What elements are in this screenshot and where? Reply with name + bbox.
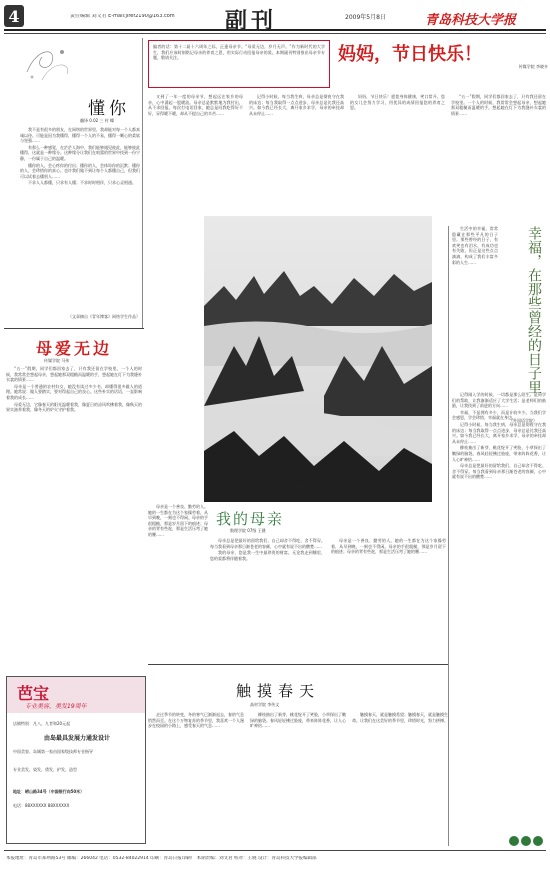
ad-title: 芭宝 — [17, 684, 50, 703]
footer-rule — [4, 850, 546, 851]
article-paragraph: 幸福，不是拥有多少，而是计较多少。当我们学会感恩，学会珍惜，幸福就在身边。 — [452, 409, 546, 421]
xingfu-byline: （外国语学院） — [509, 418, 537, 423]
article-body-left — [148, 504, 208, 644]
footer-info: 本报地址：青岛市郑州路53号 邮编：266042 电话：0532-84022914 印刷：青岛日报印刷厂 本期责编：刘文君 校对：王晓 设计：青岛科技大学报编辑部 — [6, 856, 317, 861]
chu-mo-chun-tian-body — [148, 712, 448, 844]
ad-line: 专业美发、染发、烫发、护发、造型 — [13, 767, 77, 772]
article-title: 母爱无边 — [36, 339, 113, 358]
article-wode-muqin-body — [210, 538, 446, 658]
chu-mo-chun-tian-title: 触摸春天 — [236, 682, 321, 700]
xingfu-title: 幸福，在那些曾经的日子里 — [526, 226, 542, 394]
section-rule — [4, 328, 144, 329]
article-paragraph: 又到了一年一度的母亲节，想起远在家乡的母亲，心中涌起一股暖流。母亲总是默默地为我付出，从不求回报。每次打电话回家，她总是问我吃得好不好，穿得暖不暖，却从不提自己的辛苦…… — [148, 94, 243, 116]
article-paragraph: 记得小时候，每当我生病，母亲总是彻夜守在我的床边；每当我取得一点点进步，母亲总是比我还高兴。如今我已经长大，离开家乡求学，母亲的牵挂却从未停止…… — [452, 421, 546, 444]
ad-line: 店铺特别：凡八、九者和20元起 — [13, 721, 71, 726]
article-dong-ni — [20, 42, 140, 325]
article-paragraph: 母亲是一个善良、勤劳的人。她的一生都在为这个家操劳着，从早到晚，一刻也不得闲。母亲的手很粗糙，那是岁月留下的痕迹；母亲的背有些驼，那是生活压弯了她的腰…… — [331, 538, 446, 555]
article-paragraph: 懂你的人，会心疼你的付出；懂你的人，会体谅你的沉默；懂你的人，会珍惜你的真心。也许我们做不到让每个人都懂自己，但我们可以试着去懂别人…… — [20, 162, 140, 179]
article-title: 懂你 — [88, 99, 130, 119]
chu-mo-chun-tian-byline: 高材学院 李传文 — [250, 702, 280, 707]
article-source-note: （文章摘自《青年博客》网络学生作品） — [68, 314, 140, 319]
decorative-swirl-icon — [22, 42, 82, 82]
article-paragraph: 柳枝抽出了新芽，桃花绽开了笑脸，小草探出了嫩绿的脑袋。春风轻轻拂过脸庞，带来阵阵花香，让人心旷神怡…… — [452, 445, 546, 462]
article-paragraph: “五一”假期，同学们都回家去了，只有我还留在学校里。一个人的时候，我常常会想起母亲，想起她那双粗糙而温暖的手，想起她在灯下为我缝补衣裳的情景…… — [451, 94, 546, 116]
ad-line: 中国美容、岛城第一家由国家级技师专业指导 — [13, 749, 93, 754]
landscape-photo — [204, 216, 432, 502]
article-body — [6, 366, 142, 642]
article-paragraph: 母亲总是把最好的留给我们，自己却舍不得吃、舍不得穿。每当我看到母亲那日渐苍老的容颜，心中就有说不出的酸楚…… — [452, 463, 546, 480]
article-byline: 传媒学院 马伟 — [44, 358, 70, 363]
ad-slogan: 专业美容，美发19周年 — [25, 703, 87, 710]
editor-line: 责任编辑 刘文君 E-mail:jiref2190@163.com — [70, 14, 175, 19]
article-paragraph: 有那么一种感觉，在茫茫人海中，我们能够遇见彼此，能够彼此懂得，这就是一种缘分。这种缘分让我们在喧嚣的世界中找到一份宁静，一份属于自己的温暖。 — [20, 144, 140, 161]
article-wode-muqin-title: 我的母亲 — [216, 510, 285, 528]
ad-headline: 由岛最具发展力通发设计 — [43, 735, 110, 742]
ad-address: 地址：崂山路34号（中国银行向50米） — [13, 789, 85, 794]
issue-date: 2009年5月8日 — [345, 14, 386, 21]
article-paragraph: 妈妈，节日快乐！愿您身体健康，笑口常开。您的女儿会努力学习，用优异的成绩回报您的养育之恩。 — [350, 94, 445, 111]
editor-note-box — [148, 40, 330, 88]
article-paragraph: 不求人人都懂，只求有人懂；不求时时相伴，只求心灵相通。 — [28, 180, 136, 186]
header — [0, 0, 550, 40]
section-title: 副刊 — [225, 8, 278, 34]
article-paragraph: 走过季节的转变，冬的寒气已渐渐退去，春的气息悄然而至。在这个万物复苏的季节里，我喜欢一个人漫步在校园的小路上，感受春天的气息…… — [148, 712, 244, 729]
mothers-day-body — [148, 94, 546, 224]
article-byline: 翻译 0.02 三 村 蝶 — [80, 118, 114, 123]
article-paragraph: “五一”假期，同学们都回家去了，只有我还留在学校里。一个人的时候，我常常会想起母亲，想起她那双粗糙而温暖的手，想起她在灯下为我缝补衣裳的情景…… — [6, 366, 142, 383]
article-paragraph: 记得刚入学的时候，一切都是那么陌生。是同学们的帮助，让我渐渐适应了大学生活；是老师们的鼓励，让我找到了前进的方向…… — [452, 392, 546, 409]
article-paragraph: 柳枝抽出了新芽，桃花绽开了笑脸，小草探出了嫩绿的脑袋。春风轻轻拂过脸庞，带来阵阵花香，让人心旷神怡…… — [250, 712, 346, 729]
photo-credit: 赵松 摄 — [374, 485, 391, 491]
article-paragraph: 我不是有很多的朋友，在网络的世界里，我却能对每一个人都真诚以待。可能是因为我懂得，懂得一个人的不易，懂得一颗心的柔软与坚强…… — [20, 127, 140, 144]
article-mu-ai — [6, 332, 142, 662]
decorative-seal-icon — [508, 832, 544, 844]
mountain-sea-of-clouds-image — [204, 216, 432, 502]
masthead: 青岛科技大学报 — [425, 13, 517, 28]
article-paragraph: 触摸春天，就是触摸希望；触摸春天，就是触摸生命。让我们在这美好的季节里，珍惜时光，努力拼搏。 — [352, 712, 448, 723]
editor-note: 编者的话：第十二届十六周年之际，正逢母亲节。“母爱无边，岁月无声。”作为新时代的大学生，我们应该时刻铭记母亲的养育之恩，用实际行动回报母亲的爱。本期副刊特别推出母亲节专题，敬请关注。 — [153, 44, 325, 61]
column-divider — [142, 38, 143, 328]
article-paragraph: 母爱无边，它像春天的阳光温暖着我，像夏日的凉风吹拂着我，像秋天的果实滋养着我，像冬天的炉火守护着我。 — [6, 401, 142, 413]
xingfu-body-upper — [452, 226, 498, 386]
article-paragraph: 记得小时候，每当我生病，母亲总是彻夜守在我的床边；每当我取得一点点进步，母亲总是比我还高兴。如今我已经长大，离开家乡求学，母亲的牵挂却从未停止…… — [249, 94, 344, 116]
article-paragraph: 我的母亲，您是我一生中最珍贵的财富。无论我走到哪里，您的爱都将伴随着我。 — [210, 550, 325, 561]
photo-caption: 黄山云海 — [296, 485, 321, 492]
column-divider — [448, 226, 449, 846]
article-paragraph: 生活中的幸福，常常隐藏在那些平凡的日子里。那些曾经的日子，有欢笑也有泪水，有成功也有失败，但正是这些点点滴滴，构成了我们丰富多彩的人生…… — [452, 226, 498, 265]
article-paragraph: 母亲总是把最好的留给我们，自己却舍不得吃、舍不得穿。每当我看到母亲那日渐苍老的容颜，心中就有说不出的酸楚…… — [210, 538, 325, 549]
header-rule-thin — [4, 33, 546, 34]
article-paragraph: 母亲是一个善良、勤劳的人。她的一生都在为这个家操劳着，从早到晚，一刻也不得闲。母亲的手很粗糙，那是岁月留下的痕迹；母亲的背有些驼，那是生活压弯了她的腰…… — [148, 504, 208, 537]
article-wode-muqin-byline: 数理学院 07级 王健 — [230, 528, 266, 533]
ad-phone: 电话：88XXXXXX 88XXXXXX — [13, 803, 70, 808]
mothers-day-byline: 传媒学院 李晓卉 — [518, 64, 548, 69]
article-body — [20, 127, 140, 317]
article-paragraph: 母亲是一个普通的农村妇女，她没有读过多少书，却懂得很多做人的道理。她常说：做人要踏实，要对得起自己的良心。这些朴实的话语，一直影响着我的成长…… — [6, 383, 142, 400]
header-rule — [4, 29, 546, 31]
advertisement — [6, 676, 146, 844]
mothers-day-title: 妈妈，节日快乐！ — [338, 44, 482, 65]
xingfu-body-lower — [452, 392, 546, 842]
section-rule — [148, 664, 448, 665]
page-number: 4 — [8, 7, 20, 26]
